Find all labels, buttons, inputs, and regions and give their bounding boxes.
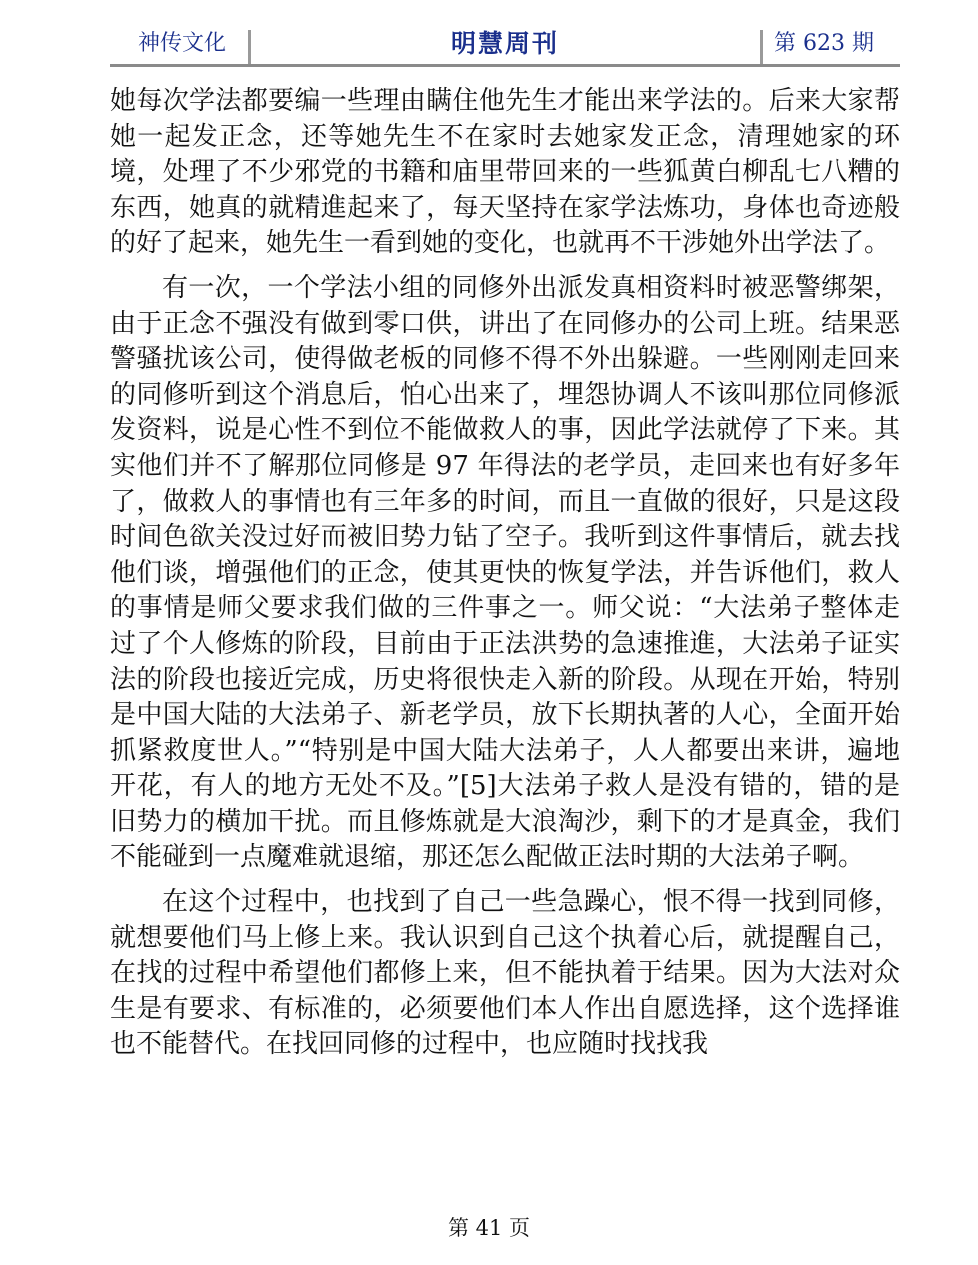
header-rule (110, 64, 900, 67)
page-number: 第 41 页 (447, 1216, 531, 1240)
publication-title: 明慧周刊 (450, 29, 559, 58)
header-section-label: 神传文化 (138, 31, 227, 56)
header-divider-right (760, 30, 763, 64)
article-body (110, 84, 900, 1072)
paragraph-1: 她每次学法都要编一些理由瞒住他先生才能出来学法的。后来大家帮她一起发正念，还等她先生不在家时去她家发正念，清理她家的环境，处理了不少邪党的书籍和庙里带回来的一些狐黄白柳乱七八糟的东西，她真的就精進起来了，每天坚持在家学法炼功，身体也奇迹般的好了起来，她先生一看到她的变化，也就再不干涉她外出学法了。 (110, 86, 900, 259)
issue-number: 第 623 期 (774, 31, 874, 56)
page-header (110, 26, 900, 66)
paragraph-2: 有一次，一个学法小组的同修外出派发真相资料时被恶警绑架，由于正念不强没有做到零口供，讲出了在同修办的公司上班。结果恶警骚扰该公司，使得做老板的同修不得不外出躲避。一些刚刚走回来的同修听到这个消息后，怕心出来了，埋怨协调人不该叫那位同修派发资料，说是心性不到位不能做救人的事，因此学法就停了下来。其实他们并不了解那位同修是 97 年得法的老学员，走回来也有好多年了，做救人的事情也有三年多的时间，而且一直做的很好，只是这段时间色欲关没过好而被旧势力钻了空子。我听到这件事情后，就去找他们谈，增强他们的正念，使其更快的恢复学法，并告诉他们，救人的事情是师父要求我们做的三件事之一。师父说：“大法弟子整体走过了个人修炼的阶段，目前由于正法洪势的急速推進，大法弟子证实法的阶段也接近完成，历史将很快走入新的阶段。从现在开始，特别是中国大陆的大法弟子、新老学员，放下长期执著的人心，全面开始抓紧救度世人。”“特别是中国大陆大法弟子，人人都要出来讲，遍地开花，有人的地方无处不及。”[5]大法弟子救人是没有错的，错的是旧势力的横加干扰。而且修炼就是大浪淘沙，剩下的才是真金，我们不能碰到一点魔难就退缩，那还怎么配做正法时期的大法弟子啊。 (110, 272, 900, 873)
paragraph-3: 在这个过程中，也找到了自己一些急躁心，恨不得一找到同修，就想要他们马上修上来。我认识到自己这个执着心后，就提醒自己，在找的过程中希望他们都修上来，但不能执着于结果。因为大法对众生是有要求、有标准的，必须要他们本人作出自愿选择，这个选择谁也不能替代。在找回同修的过程中，也应随时找找我 (110, 887, 900, 1060)
